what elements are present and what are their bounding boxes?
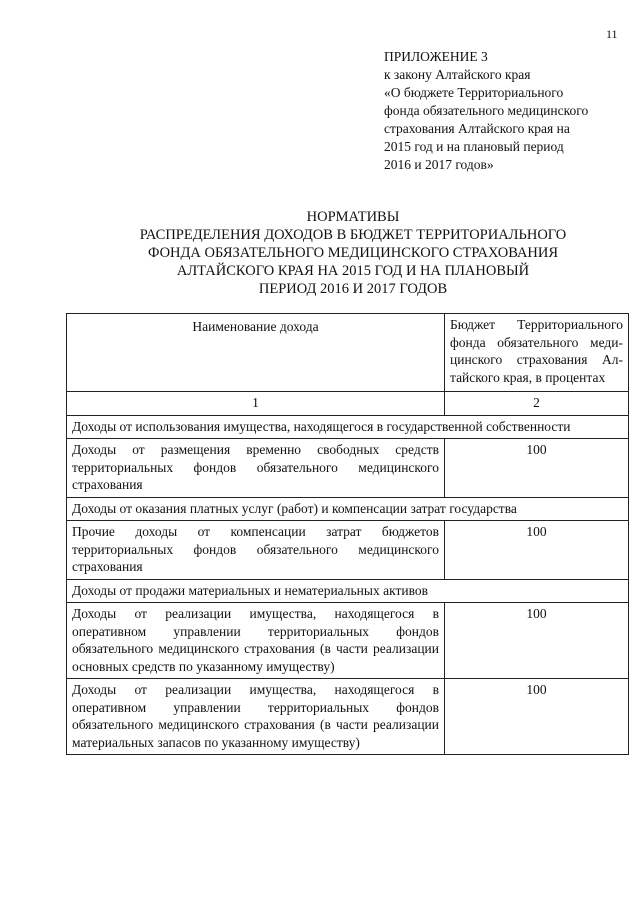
- table-row: [67, 603, 629, 679]
- header-income-name: Наименование дохода: [67, 314, 445, 392]
- revenue-norms-table: [66, 313, 629, 755]
- table-row: [67, 521, 629, 580]
- page-number: 11: [606, 27, 618, 41]
- group-heading: Доходы от продажи материальных и нематериальных активов: [67, 579, 629, 603]
- table-row-group: [67, 579, 629, 603]
- title-line: ФОНДА ОБЯЗАТЕЛЬНОГО МЕДИЦИНСКОГО СТРАХОВАНИЯ: [147, 245, 559, 261]
- income-percent: 100: [445, 679, 629, 755]
- column-number: 2: [445, 392, 629, 416]
- table-row-group: [67, 497, 629, 521]
- column-number: 1: [67, 392, 445, 416]
- table-row: [67, 439, 629, 498]
- income-percent: 100: [445, 603, 629, 679]
- income-name: Доходы от реализации имущества, находящегося в оперативном управлении территориальных фондов обязательного медицинского страхования (в части реализации основных средств по указанному имуществу): [67, 603, 445, 679]
- table-row-group: [67, 415, 629, 439]
- appendix-reference: [384, 48, 624, 174]
- column-number-row: [67, 392, 629, 416]
- income-name: Доходы от размещения временно свободных средств территориальных фондов обязательного медицинского страхования: [67, 439, 445, 498]
- appendix-line: фонда обязательного медицинского: [384, 103, 589, 118]
- title-line: ПЕРИОД 2016 И 2017 ГОДОВ: [258, 281, 448, 297]
- table-row: [67, 679, 629, 755]
- income-percent: 100: [445, 439, 629, 498]
- title-line: НОРМАТИВЫ: [306, 209, 400, 225]
- appendix-line: ПРИЛОЖЕНИЕ 3: [384, 49, 488, 64]
- document-title: [68, 208, 638, 298]
- title-line: АЛТАЙСКОГО КРАЯ НА 2015 ГОД И НА ПЛАНОВЫЙ: [176, 263, 530, 279]
- header-budget-share: Бюджет Территориального фонда обязательного меди-цинского страхования Ал-тайского края, в процентах: [445, 314, 629, 392]
- group-heading: Доходы от оказания платных услуг (работ) и компенсации затрат государства: [67, 497, 629, 521]
- income-name: Доходы от реализации имущества, находящегося в оперативном управлении территориальных фондов обязательного медицинского страхования (в части реализации материальных запасов по указанному имуществу): [67, 679, 445, 755]
- appendix-line: страхования Алтайского края на: [384, 121, 570, 136]
- title-line: РАСПРЕДЕЛЕНИЯ ДОХОДОВ В БЮДЖЕТ ТЕРРИТОРИАЛЬНОГО: [139, 227, 567, 243]
- appendix-line: к закону Алтайского края: [384, 67, 531, 82]
- appendix-line: 2015 год и на плановый период: [384, 139, 564, 154]
- table-header-row: [67, 314, 629, 392]
- income-percent: 100: [445, 521, 629, 580]
- appendix-line: 2016 и 2017 годов»: [384, 157, 494, 172]
- appendix-line: «О бюджете Территориального: [384, 85, 564, 100]
- income-name: Прочие доходы от компенсации затрат бюджетов территориальных фондов обязательного медицинского страхования: [67, 521, 445, 580]
- group-heading: Доходы от использования имущества, находящегося в государственной собственности: [67, 415, 629, 439]
